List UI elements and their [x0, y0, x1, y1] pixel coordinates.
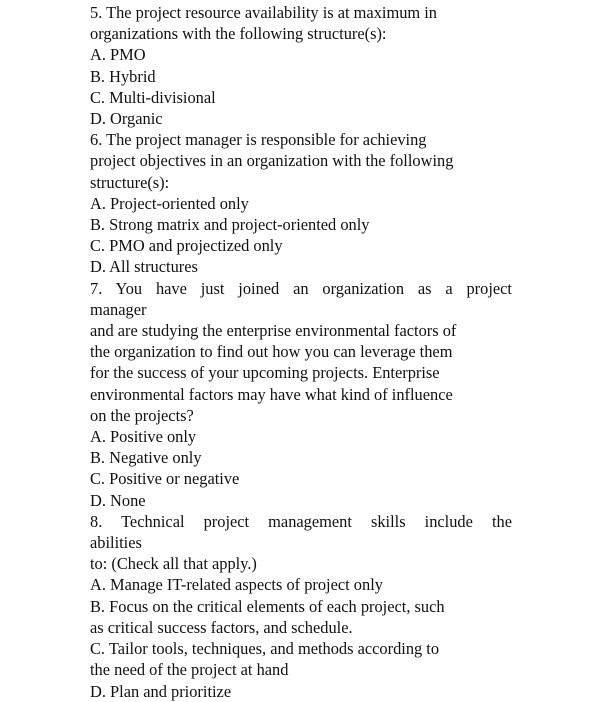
- question-7-option-c: C. Positive or negative: [90, 469, 240, 489]
- question-5-option-a: A. PMO: [90, 45, 146, 65]
- document-page: [90, 2, 512, 702]
- question-8-option-c-line-1: C. Tailor tools, techniques, and methods according to: [90, 639, 440, 659]
- question-7-option-d: D. None: [90, 490, 146, 510]
- question-8-option-b-line-2: as critical success factors, and schedule.: [90, 617, 353, 637]
- question-8-option-d: D. Plan and prioritize: [90, 681, 232, 701]
- question-5-option-d: D. Organic: [90, 109, 163, 129]
- question-7-line-3: and are studying the enterprise environmental factors of: [90, 321, 457, 341]
- question-7-line-2: manager: [90, 299, 147, 319]
- question-8-option-b-line-1: B. Focus on the critical elements of each project, such: [90, 596, 445, 616]
- question-6-option-b: B. Strong matrix and project-oriented only: [90, 215, 370, 235]
- question-7-option-a: A. Positive only: [90, 427, 197, 447]
- question-8-option-c-line-2: the need of the project at hand: [90, 660, 289, 680]
- question-5-line-2: organizations with the following structure(s):: [90, 24, 387, 44]
- question-5-option-c: C. Multi-divisional: [90, 87, 216, 107]
- question-8-line-3: to: (Check all that apply.): [90, 554, 257, 574]
- question-7-line-6: environmental factors may have what kind of influence: [90, 384, 453, 404]
- question-8-option-a: A. Manage IT-related aspects of project only: [90, 575, 383, 595]
- question-8-line-1: 8. Technical project management skills include the: [90, 511, 512, 531]
- question-6-line-1: 6. The project manager is responsible for achieving: [90, 130, 427, 150]
- question-7-line-5: for the success of your upcoming projects. Enterprise: [90, 363, 440, 383]
- question-7-option-b: B. Negative only: [90, 448, 202, 468]
- question-6-line-2: project objectives in an organization with the following: [90, 151, 454, 171]
- question-8-line-2: abilities: [90, 533, 142, 553]
- question-8: [90, 511, 512, 702]
- question-5: [90, 2, 512, 129]
- question-5-option-b: B. Hybrid: [90, 66, 156, 86]
- question-6-option-d: D. All structures: [90, 257, 198, 277]
- question-6: [90, 129, 512, 277]
- question-7-line-4: the organization to find out how you can leverage them: [90, 342, 453, 362]
- question-7: [90, 278, 512, 511]
- question-7-line-7: on the projects?: [90, 405, 194, 425]
- question-5-line-1: 5. The project resource availability is at maximum in: [90, 3, 437, 22]
- question-6-option-a: A. Project-oriented only: [90, 193, 249, 213]
- question-6-option-c: C. PMO and projectized only: [90, 236, 283, 256]
- question-6-line-3: structure(s):: [90, 172, 170, 192]
- question-7-line-1: 7. You have just joined an organization as a project: [90, 278, 512, 298]
